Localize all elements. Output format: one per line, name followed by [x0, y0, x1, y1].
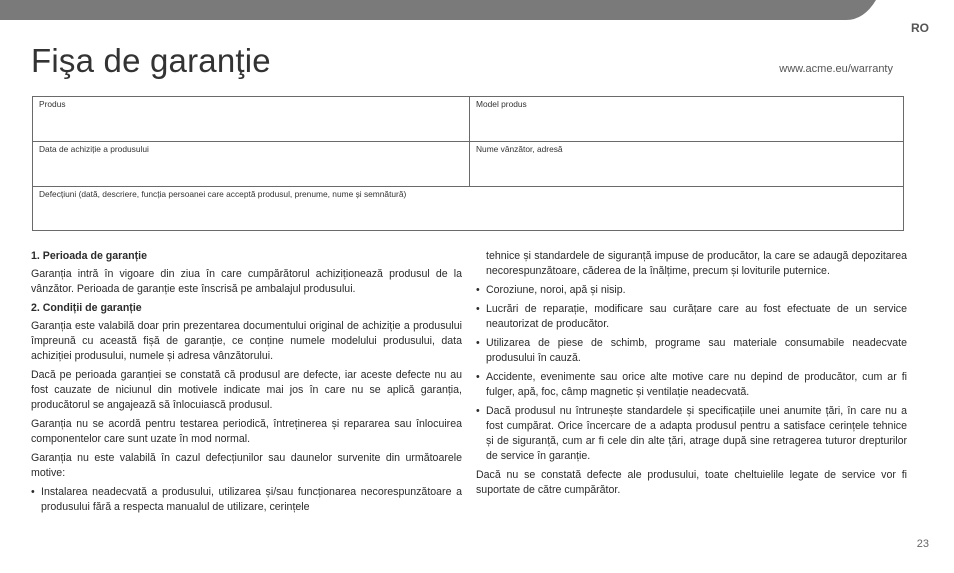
- list-item: • Dacă produsul nu întrunește standardele și specificațiile unei anumite țări, în care nu a fost cumpărat. Orice încercare de a adapta produsul pentru a satisface cerințele tehnice și de siguranță, cum ar fi cele din alte țări, atrage după sine retragerea tuturor drepturilor de service în garanție.: [476, 404, 907, 464]
- purchase-date-field[interactable]: [33, 142, 470, 187]
- top-banner: [0, 0, 954, 24]
- seller-field[interactable]: [470, 142, 903, 187]
- language-label: RO: [911, 21, 929, 35]
- section1-heading: 1. Perioada de garanție: [31, 250, 147, 262]
- defects-label: Defecțiuni (dată, descriere, funcția persoanei care acceptă produsul, prenume, nume și semnătură): [39, 189, 407, 199]
- section1-paragraph: Garanția intră în vigoare din ziua în care cumpărătorul achiziționează produsul de la vânzător. Perioada de garanție este înscrisă pe ambalajul produsului.: [31, 268, 462, 295]
- section2-paragraph-1: Garanția este valabilă doar prin prezentarea documentului original de achiziție a produsului împreună cu această fișă de garanție, ce conține numele modelului produsului, data achiziției produsului, numele și adresa vânzătorului.: [31, 320, 462, 362]
- seller-label: Nume vânzător, adresă: [476, 144, 563, 154]
- section2-paragraph-3: Garanția nu se acordă pentru testarea periodică, întreținerea și repararea sau înlocuirea componentelor care sunt uzate în mod normal.: [31, 418, 462, 445]
- warranty-form: [32, 96, 904, 231]
- page-title: Fişa de garanţie: [31, 42, 271, 79]
- section2-heading: 2. Condiții de garanție: [31, 302, 142, 314]
- list-item: • Lucrări de reparație, modificare sau curățare care au fost efectuate de un service neautorizat de producător.: [476, 302, 907, 332]
- model-label: Model produs: [476, 99, 527, 109]
- list-item-continuation: tehnice și standardele de siguranță impuse de producător, la care se adaugă depozitarea necorespunzătoare, căderea de la înălțime, precum și loviturile puternice.: [486, 250, 907, 277]
- exclusions-list-left: [31, 485, 462, 515]
- closing-paragraph: Dacă nu se constată defecte ale produsului, toate cheltuielile legate de service vor fi suportate de către cumpărător.: [476, 469, 907, 496]
- left-column: [31, 249, 462, 519]
- list-item: • Coroziune, noroi, apă și nisip.: [476, 283, 907, 298]
- section2-paragraph-2: Dacă pe perioada garanției se constată că produsul are defecte, iar aceste defecte nu au fost cauzate de niciunul din motivele indicate mai jos în care nu se aplică garanția, producătorul se angajează să înlocuiască produsul.: [31, 369, 462, 411]
- warranty-url: www.acme.eu/warranty: [779, 63, 893, 75]
- exclusions-list-right: [476, 283, 907, 464]
- product-label: Produs: [39, 99, 66, 109]
- product-field[interactable]: [33, 97, 470, 142]
- list-item: • Instalarea neadecvată a produsului, utilizarea și/sau funcționarea necorespunzătoare a produsului fără a respecta manualul de utilizare, cerințele: [31, 485, 462, 515]
- page-number: 23: [916, 538, 929, 550]
- section2-paragraph-4: Garanția nu este valabilă în cazul defecțiunilor sau daunelor survenite din următoarele motive:: [31, 452, 462, 479]
- model-field[interactable]: [470, 97, 903, 142]
- list-item: • Accidente, evenimente sau orice alte motive care nu depind de producător, cum ar fi fulger, apă, foc, câmp magnetic și ventilație neadecvată.: [476, 370, 907, 400]
- purchase-date-label: Data de achiziție a produsului: [39, 144, 149, 154]
- defects-field[interactable]: [33, 187, 903, 230]
- right-column: [476, 249, 907, 502]
- list-item: • Utilizarea de piese de schimb, programe sau materiale consumabile neadecvate produsului în cauză.: [476, 336, 907, 366]
